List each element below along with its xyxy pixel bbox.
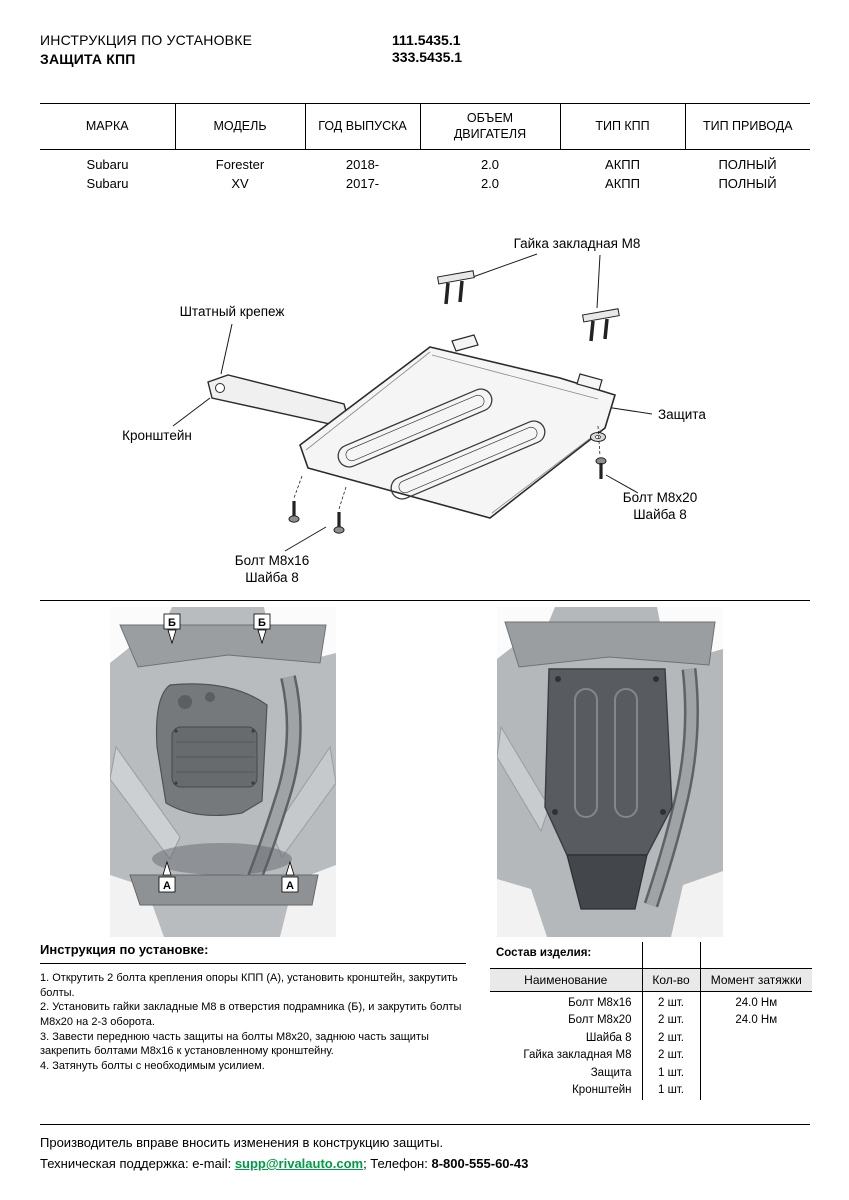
instruction-step: 2. Установить гайки закладные М8 в отверстия подрамника (Б), и закрутить болты М8х20 на 2-3 оборота.: [40, 1001, 462, 1028]
underbody-photo-after: [497, 607, 723, 937]
parts-row: [490, 1065, 812, 1083]
shield-shape: [300, 335, 615, 518]
label-shield: Защита: [658, 407, 706, 422]
support-line: [40, 1156, 810, 1171]
vehicle-col-header: МАРКА: [85, 118, 129, 133]
underbody-photo-before: [110, 607, 336, 937]
part-name: Шайба 8: [585, 1031, 632, 1044]
vehicle-cell: XV: [231, 176, 249, 192]
svg-text:А: А: [286, 880, 294, 892]
part-numbers: [392, 32, 462, 66]
parts-row: [490, 1082, 812, 1100]
instruction-step: 4. Затянуть болты с необходимым усилием.: [40, 1059, 265, 1072]
parts-table: [490, 942, 812, 1100]
part-torque: 24.0 Нм: [700, 1012, 812, 1030]
instruction-step: 3. Завести переднюю часть защиты на болты М8х20, заднюю часть защиты закрепить болтами М8х16 к установленному кронштейну.: [40, 1030, 429, 1058]
rivet-nut-icon: [438, 271, 475, 304]
part-qty: 2 шт.: [642, 991, 700, 1012]
vehicle-col-header: ТИП ПРИВОДА: [685, 104, 810, 150]
vehicle-cell: Subaru: [86, 157, 129, 173]
parts-row: [490, 1012, 812, 1030]
vehicle-cell: 2017-: [345, 176, 380, 192]
support-prefix: Техническая поддержка: e-mail:: [40, 1156, 235, 1171]
bolt-icon: [289, 476, 302, 522]
vehicle-cell: ПОЛНЫЙ: [718, 157, 777, 173]
vehicle-row: [40, 150, 810, 175]
svg-text:А: А: [163, 880, 171, 892]
parts-col-header: Кол-во: [642, 968, 700, 991]
instruction-step: 1. Открутить 2 болта крепления опоры КПП (А), установить кронштейн, закрутить болты.: [40, 972, 458, 999]
bracket-shape: [208, 375, 348, 424]
parts-title: Состав изделия:: [496, 947, 592, 959]
vehicle-cell: 2018-: [345, 157, 380, 173]
bolt-icon: [334, 487, 346, 533]
washer-icon: [591, 433, 606, 442]
disclaimer-text: Производитель вправе вносить изменения в конструкцию защиты.: [40, 1135, 444, 1150]
part-torque: [700, 1065, 812, 1083]
part-name: Болт М8х16: [568, 996, 632, 1009]
label-factory-fastener: Штатный крепеж: [179, 304, 285, 319]
vehicle-cell: АКПП: [605, 157, 640, 173]
doc-header: [40, 32, 810, 67]
part-torque: [700, 1047, 812, 1065]
parts-row: [490, 1030, 812, 1048]
vehicle-cell: 2.0: [480, 176, 500, 192]
part-torque: 24.0 Нм: [700, 991, 812, 1012]
instructions-block: [40, 942, 466, 1073]
vehicle-cell: Subaru: [86, 176, 129, 192]
part-number-1: 111.5435.1: [392, 32, 461, 48]
rivet-nut-icon: [583, 309, 620, 341]
support-email-link[interactable]: supp@rivalauto.com: [234, 1156, 364, 1171]
instructions-title: Инструкция по установке:: [40, 942, 209, 957]
parts-block: [490, 942, 812, 1100]
vehicle-col-header: ОБЪЕМ ДВИГАТЕЛЯ: [420, 104, 560, 150]
parts-row: [490, 991, 812, 1012]
parts-header-row: [490, 968, 812, 991]
doc-subtitle: ЗАЩИТА КПП: [40, 51, 136, 67]
label-washer-right: Шайба 8: [633, 507, 687, 522]
part-qty: 2 шт.: [642, 1047, 700, 1065]
vehicle-table: [40, 103, 810, 193]
part-qty: 1 шт.: [642, 1082, 700, 1100]
vehicle-col-header: ГОД ВЫПУСКА: [305, 104, 420, 150]
exploded-diagram: [40, 228, 810, 596]
vehicle-col-header: МОДЕЛЬ: [175, 104, 305, 150]
svg-text:Б: Б: [168, 617, 176, 629]
svg-text:Б: Б: [258, 617, 266, 629]
doc-title: ИНСТРУКЦИЯ ПО УСТАНОВКЕ: [40, 32, 253, 48]
parts-title-row: [490, 942, 812, 968]
parts-col-header: Наименование: [490, 968, 642, 991]
vehicle-row: [40, 174, 810, 193]
part-torque: [700, 1082, 812, 1100]
part-name: Защита: [590, 1066, 632, 1079]
part-number-2: 333.5435.1: [392, 49, 463, 65]
divider: [40, 963, 466, 964]
installed-bracket-shape: [567, 855, 647, 909]
vehicle-cell: АКПП: [605, 176, 640, 192]
label-bolt-m8x20: Болт М8х20: [622, 490, 698, 505]
part-qty: 2 шт.: [642, 1030, 700, 1048]
vehicle-table-header-row: [40, 104, 810, 150]
label-washer-left: Шайба 8: [245, 570, 299, 585]
label-rivet-nut: Гайка закладная М8: [513, 236, 641, 251]
part-name: Болт М8х20: [568, 1014, 632, 1027]
part-qty: 1 шт.: [642, 1065, 700, 1083]
vehicle-cell: 2.0: [480, 157, 500, 173]
vehicle-col-header: ТИП КПП: [560, 104, 685, 150]
installed-shield-shape: [545, 669, 672, 855]
part-name: Кронштейн: [572, 1084, 632, 1097]
parts-row: [490, 1047, 812, 1065]
support-mid: ; Телефон:: [363, 1156, 432, 1171]
vehicle-cell: ПОЛНЫЙ: [718, 176, 777, 192]
section-divider: [40, 600, 810, 601]
gearbox-shape: [157, 684, 267, 816]
part-qty: 2 шт.: [642, 1012, 700, 1030]
doc-footer: [40, 1124, 810, 1171]
label-bolt-m8x16: Болт М8х16: [234, 553, 310, 568]
part-name: Гайка закладная М8: [523, 1049, 632, 1062]
vehicle-cell: Forester: [215, 157, 265, 173]
part-torque: [700, 1030, 812, 1048]
label-bracket: Кронштейн: [122, 428, 192, 443]
parts-col-header: Момент затяжки: [700, 968, 812, 991]
support-phone: 8-800-555-60-43: [431, 1156, 529, 1171]
